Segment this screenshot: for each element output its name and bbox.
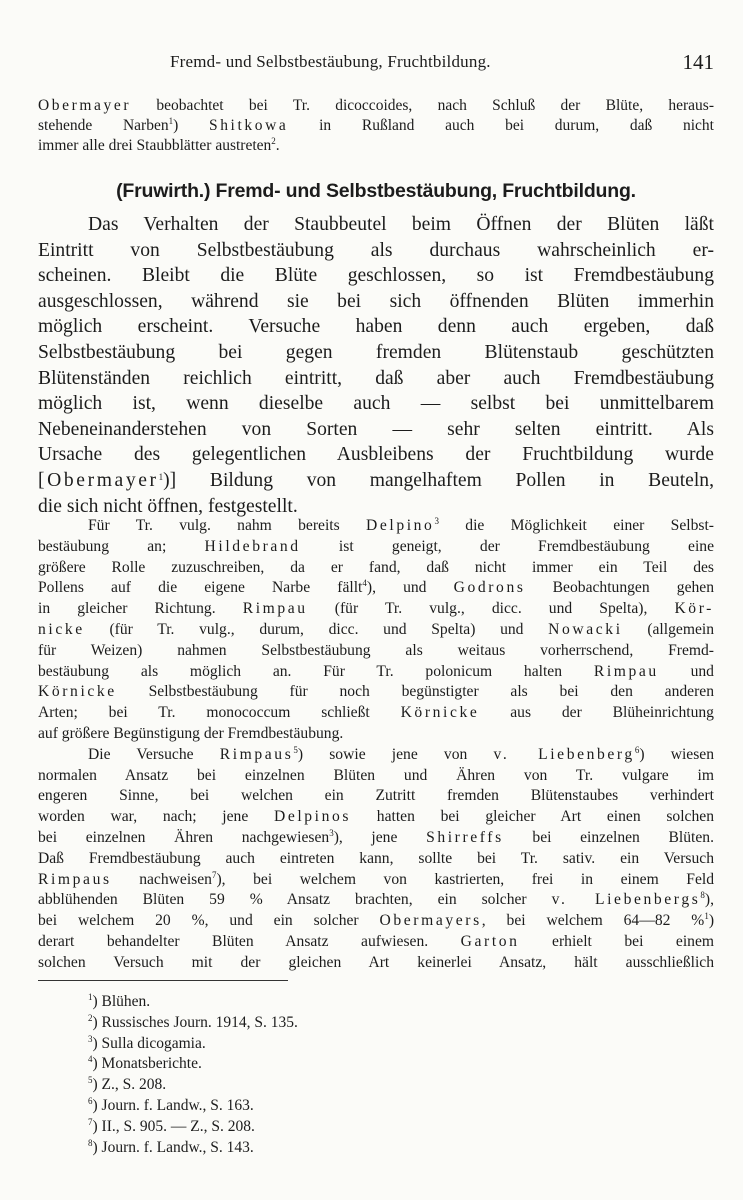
text-line: für Weizen) nahmen Selbstbestäubung als weitaus vorherrschend, Fremd- xyxy=(38,641,714,659)
text-line: in gleicher Richtung. Rimpau (für Tr. vulg., dicc. und Spelta), Kör- xyxy=(38,600,714,618)
footnote-ref: 1 xyxy=(158,471,164,482)
footnote-mark: 2 xyxy=(88,1012,93,1023)
text-line: Eintritt von Selbstbestäubung als durchaus wahrscheinlich er- xyxy=(38,239,714,261)
text-line: Die Versuche Rimpaus$^5$) sowie jene von v. Liebenberg$^6$) wiesen xyxy=(88,744,715,763)
text-line: größere Rolle zuzuschreiben, da er fand, daß nicht immer ein Teil des xyxy=(38,558,714,576)
text-line: nicke (für Tr. vulg., durum, dicc. und Spelta) und Nowacki (allgemein xyxy=(38,620,714,638)
footnote-ref: 2 xyxy=(271,136,276,146)
footnote: $^1$) Blühen. xyxy=(88,992,151,1010)
author-name: Godrons xyxy=(453,579,526,597)
author-name: v. Liebenbergs xyxy=(551,891,701,909)
text-line: normalen Ansatz bei einzelnen Blüten und Ähren von Tr. vulgare im xyxy=(38,766,714,784)
author-name: Nowacki xyxy=(548,620,623,638)
text-line: möglich ist, wenn dieselbe auch — selbst bei unmittelbarem xyxy=(38,393,714,415)
section-heading: (Fruwirth.) Fremd- und Selbstbestäubung, Fruchtbildung. xyxy=(116,180,636,202)
text-line: möglich erscheint. Versuche haben denn auch ergeben, daß xyxy=(38,316,714,338)
text-line: Blütenständen reichlich eintritt, daß aber auch Fremdbestäubung xyxy=(38,367,714,389)
footnote-ref: 4 xyxy=(362,578,367,589)
author-name: nicke xyxy=(38,620,85,638)
footnote-ref: 8 xyxy=(700,890,705,901)
text-line: auf größere Begünstigung der Fremdbestäubung. xyxy=(38,724,344,742)
page-number: 141 xyxy=(682,50,714,74)
running-head-title: Fremd- und Selbstbestäubung, Fruchtbildung. xyxy=(170,52,491,71)
footnote-ref: 6 xyxy=(634,744,640,755)
footnote: $^2$) Russisches Journ. 1914, S. 135. xyxy=(88,1012,298,1031)
author-name: Obermayer xyxy=(38,97,132,114)
running-head xyxy=(38,52,714,78)
author-name: Hildebrand xyxy=(204,537,301,555)
footnote-mark: 4 xyxy=(88,1054,93,1065)
text-line: bei einzelnen Ähren nachgewiesen$^3$), jene Shirreffs bei einzelnen Blüten. xyxy=(38,827,714,846)
author-name: Delpinos xyxy=(273,808,352,826)
footnote-ref: 3 xyxy=(329,827,334,838)
text-line: Für Tr. vulg. nahm bereits Delpino$^3$ die Möglichkeit einer Selbst- xyxy=(88,516,714,534)
footnote: $^8$) Journ. f. Landw., S. 143. xyxy=(88,1137,254,1156)
footnote-mark: 3 xyxy=(88,1033,93,1044)
author-name: Shitkowa xyxy=(208,117,289,134)
footnote: $^4$) Monatsberichte. xyxy=(88,1054,202,1073)
author-name: Obermayers xyxy=(379,912,482,930)
small-print-section xyxy=(38,516,714,974)
text-line: ausgeschlossen, während sie bei sich öffnenden Blüten immerhin xyxy=(38,290,714,312)
author-name: v. Liebenberg xyxy=(493,745,635,763)
author-name: Rimpaus xyxy=(219,745,294,763)
footnote-ref: 5 xyxy=(293,744,298,755)
footnote-mark: 6 xyxy=(88,1095,93,1106)
author-name: Körnicke xyxy=(400,704,480,722)
author-name: Rimpau xyxy=(593,662,659,680)
text-line: Obermayer beobachtet bei Tr. dicoccoides, nach Schluß der Blüte, heraus- xyxy=(38,97,714,114)
author-name: Kör- xyxy=(674,600,714,618)
text-line: die sich nicht öffnen, festgestellt. xyxy=(38,495,298,517)
footnote-ref: 7 xyxy=(211,869,217,880)
author-name: [Obermayer xyxy=(38,469,159,491)
footnote-ref: 1 xyxy=(704,911,709,922)
text-line: immer alle drei Staubblätter austreten$^2$. xyxy=(38,136,280,154)
footnote: $^6$) Journ. f. Landw., S. 163. xyxy=(88,1095,254,1114)
text-line: Körnicke Selbstbestäubung für noch begünstigter als bei den anderen xyxy=(38,683,714,701)
footnote-divider xyxy=(38,980,288,981)
text-line: Ursache des gelegentlichen Ausbleibens der Fruchtbildung wurde xyxy=(38,444,714,466)
text-line: abblühenden Blüten 59 % Ansatz brachten, ein solcher v. Liebenbergs$^8$), xyxy=(38,890,714,909)
footnote: $^5$) Z., S. 208. xyxy=(88,1075,167,1094)
text-line: [Obermayer$^1$)] Bildung von mangelhaftem Pollen in Beuteln, xyxy=(38,469,714,491)
text-line: Selbstbestäubung bei gegen fremden Blütenstaub geschützten xyxy=(38,341,714,363)
text-line: scheinen. Bleibt die Blüte geschlossen, so ist Fremdbestäubung xyxy=(38,265,714,287)
footnote-mark: 1 xyxy=(88,992,93,1002)
text-line: worden war, nach; jene Delpinos hatten bei gleicher Art einen solchen xyxy=(38,808,714,826)
text-line: bestäubung an; Hildebrand ist geneigt, der Fremdbestäubung eine xyxy=(38,537,714,555)
text-line: Arten; bei Tr. monococcum schließt Körnicke aus der Blüheinrichtung xyxy=(38,704,714,722)
footnote: $^3$) Sulla dicogamia. xyxy=(88,1033,206,1052)
author-name: Rimpau xyxy=(242,600,308,618)
text-line: Das Verhalten der Staubbeutel beim Öffnen der Blüten läßt xyxy=(88,214,714,235)
text-line: Rimpaus nachweisen$^7$), bei welchem von kastrierten, frei in einem Feld xyxy=(38,869,714,888)
author-name: Körnicke xyxy=(38,683,117,701)
text-line: Pollens auf die eigene Narbe fällt$^4$), und Godrons Beobachtungen gehen xyxy=(38,578,714,597)
text-line: engeren Sinne, bei welchen ein Zutritt fremden Blütenstaubes verhindert xyxy=(38,787,714,805)
text-line: Nebeneinanderstehen von Sorten — sehr selten eintritt. Als xyxy=(38,418,714,440)
footnote-mark: 5 xyxy=(88,1075,93,1086)
author-name: Garton xyxy=(460,932,520,950)
footnote-mark: 7 xyxy=(88,1116,93,1127)
author-name: Shirreffs xyxy=(426,828,504,846)
main-paragraph xyxy=(38,212,714,519)
text-line: bestäubung als möglich an. Für Tr. polonicum halten Rimpau und xyxy=(38,662,714,680)
footnote-mark: 8 xyxy=(88,1137,93,1148)
author-name: Delpino xyxy=(366,517,435,534)
footnotes xyxy=(88,992,298,1158)
text-line: solchen Versuch mit der gleichen Art keinerlei Ansatz, hält ausschließlich xyxy=(38,953,714,971)
footnote: $^7$) II., S. 905. — Z., S. 208. xyxy=(88,1116,255,1135)
footnote-ref: 1 xyxy=(168,116,174,126)
text-line: bei welchem 20 %, und ein solcher Obermayers, bei welchem 64—82 %$^1$) xyxy=(38,911,715,930)
author-name: Rimpaus xyxy=(38,870,112,888)
text-line: Daß Fremdbestäubung auch eintreten kann, sollte bei Tr. sativ. ein Versuch xyxy=(38,849,714,867)
text-line: derart behandelter Blüten Ansatz aufwiesen. Garton erhielt bei einem xyxy=(38,932,714,950)
lead-paragraph xyxy=(38,96,714,156)
text-line: stehende Narben$^1$) Shitkowa in Rußland auch bei durum, daß nicht xyxy=(38,116,714,134)
footnote-ref: 3 xyxy=(434,516,439,526)
